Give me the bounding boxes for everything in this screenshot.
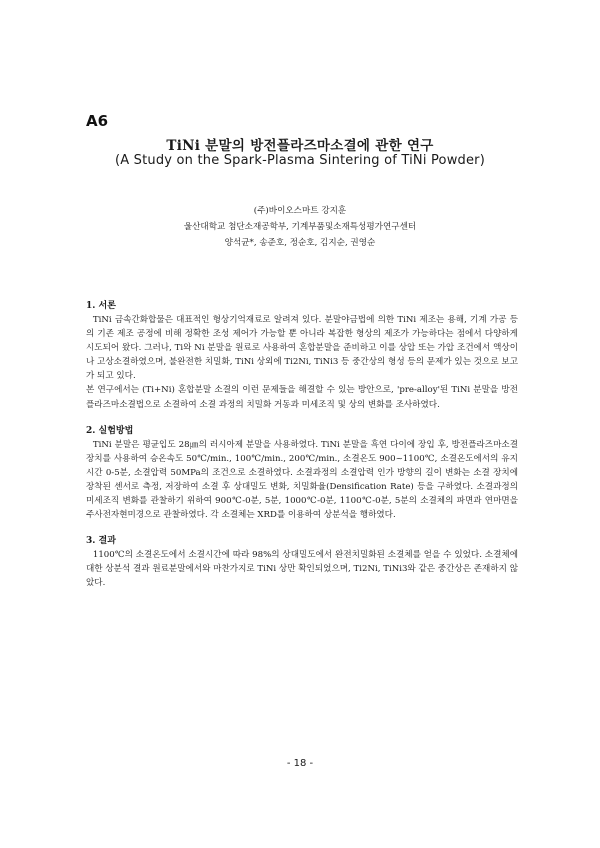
section-methods: [86, 424, 518, 523]
paper-body: [86, 299, 518, 591]
abstract-code: A6: [86, 112, 109, 130]
section-title: 3. 결과: [86, 536, 116, 547]
title-korean: TiNi 분말의 방전플라즈마소결에 관한 연구: [166, 138, 434, 154]
author-line: 양석균*, 송준호, 정순호, 김지순, 권영순: [224, 238, 376, 248]
author-line: (주)바이오스마트 강지훈: [253, 206, 347, 216]
title-english: (A Study on the Spark-Plasma Sintering of TiNi Powder): [114, 153, 486, 168]
page-number: - 18 -: [286, 758, 314, 769]
section-title: 2. 실험방법: [86, 425, 134, 436]
paragraph: TiNi 금속간화합물은 대표적인 형상기억재료로 알려져 있다. 분말야금법에 의한 TiNi 제조는 용해, 기계 가공 등의 기존 제조 공정에 비해 정확한 조성 제어가 가능할 뿐 아니라 복잡한 형상의 제조가 가능하다는 점에서 다양하게 시도되어 왔다. 그러나, Ti와 Ni 분말을 원료로 사용하여 혼합분말을 준비하고 이를 상압 또는 가압 조건에서 액상이나 고상소결하였으며, 불완전한 치밀화, TiNi 상외에 Ti2Ni, TiNi3 등 중간상의 형성 등의 문제가 있는 것으로 보고가 되고 있다.: [86, 315, 518, 382]
section-results: [86, 534, 518, 590]
author-block: [0, 203, 600, 251]
paragraph: 본 연구에서는 (Ti+Ni) 혼합분말 소결의 이런 문제들을 해결할 수 있는 방안으로, 'pre-alloy'된 TiNi 분말을 방전플라즈마소결법으로 소결하여 소결 과정의 치밀화 거동과 미세조직 및 상의 변화를 조사하였다.: [86, 385, 518, 410]
paragraph: 1100℃의 소결온도에서 소결시간에 따라 98%의 상대밀도에서 완전치밀화된 소결체를 얻을 수 있었다. 소결체에 대한 상분석 결과 원료분말에서와 마찬가지로 TiNi 상만 확인되었으며, Ti2Ni, TiNi3와 같은 중간상은 존재하지 않았다.: [86, 550, 518, 589]
section-introduction: [86, 299, 518, 412]
paragraph: TiNi 분말은 평균입도 28㎛의 러시아제 분말을 사용하였다. TiNi 분말을 흑연 다이에 장입 후, 방전플라즈마소결 장치를 사용하여 승온속도 50℃/min., 100℃/min., 200℃/min., 소결온도 900~1100℃, 소결온도에서의 유지시간 0-5분, 소결압력 50MPa의 조건으로 소결하였다. 소결과정의 소결압력 인가 방향의 길이 변화는 소결 장치에 장착된 센서로 측정, 저장하여 소결 후 상대밀도 변화, 치밀화율(Densification Rate) 등을 구하였다. 소결과정의 미세조직 변화를 관찰하기 위하여 900℃-0분, 5분, 1000℃-0분, 1100℃-0분, 5분의 소결체의 파면과 연마면을 주사전자현미경으로 관찰하였다. 각 소결체는 XRD를 이용하여 상분석을 행하였다.: [86, 439, 518, 521]
affiliation-line: 울산대학교 첨단소재공학부, 기계부품및소재특성평가연구센터: [183, 222, 417, 232]
section-title: 1. 서론: [86, 301, 116, 311]
